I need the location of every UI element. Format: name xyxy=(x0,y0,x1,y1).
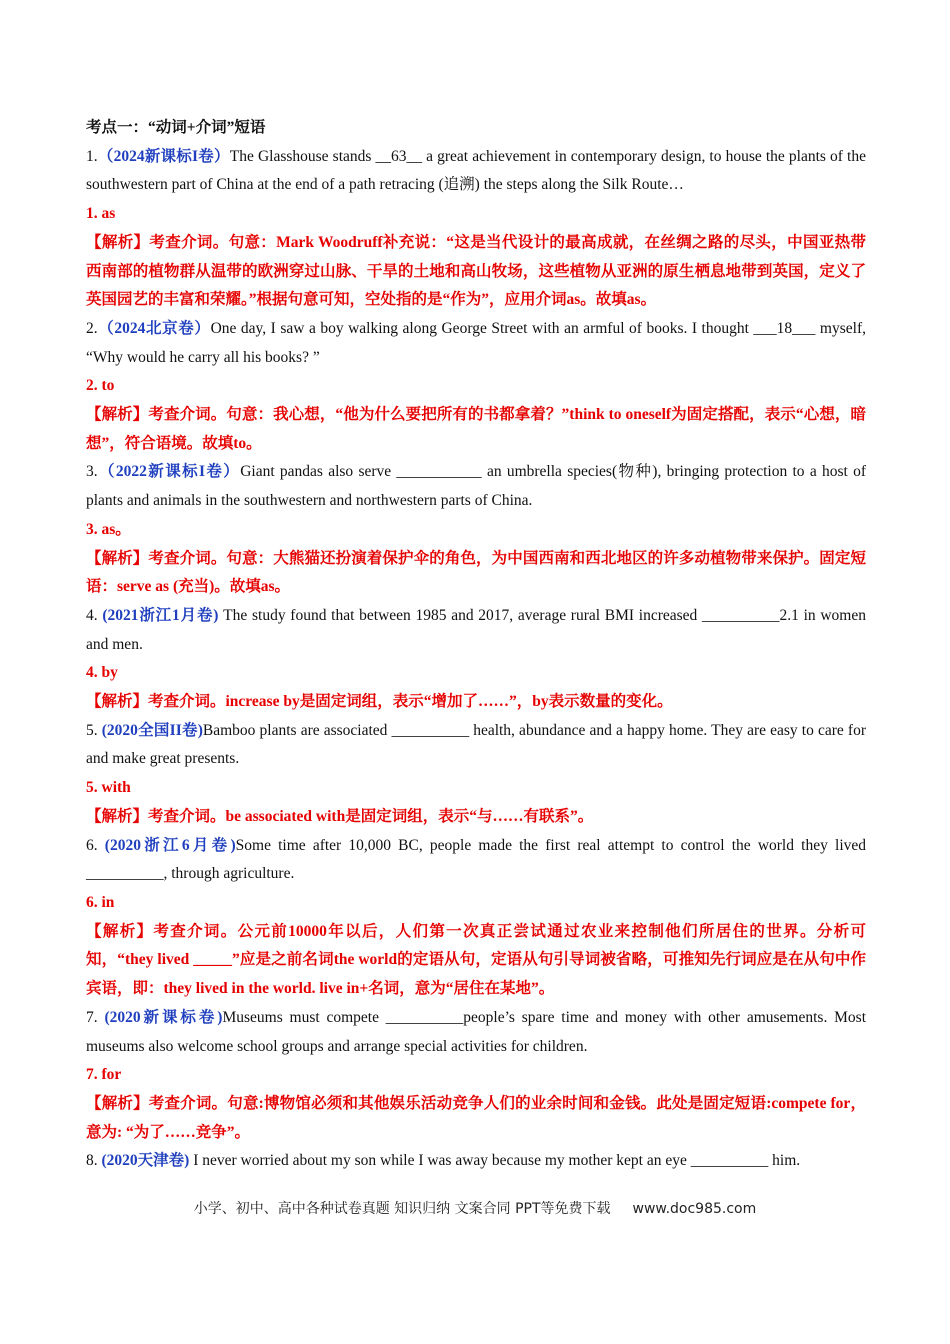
question-number: 2. xyxy=(86,319,98,337)
question-source: (2020全国II卷) xyxy=(101,721,203,739)
question-number: 5. xyxy=(86,721,102,739)
answer: 4. by xyxy=(86,664,118,682)
question-number: 3. xyxy=(86,463,98,481)
question-text: a great achievement in contemporary design, to house the plants of the southwestern part of China at the end of a path retracing (追溯) the steps along the Silk Route… xyxy=(86,147,866,194)
explanation: 【解析】考查介词。句意：大熊猫还扮演着保护伞的角色，为中国西南和西北地区的许多动植物带来保护。固定短语：serve as (充当)。故填as。 xyxy=(86,549,866,596)
question-text: Giant pandas also serve xyxy=(240,463,397,481)
question-text: The study found that between 1985 and 2017, average rural BMI increased xyxy=(218,606,702,624)
answer: 6. in xyxy=(86,893,115,911)
question xyxy=(86,315,866,372)
answer-blank: __________ xyxy=(385,1008,464,1026)
question-text: myself, “Why would he carry all his books? ” xyxy=(86,319,866,366)
question-text: him. xyxy=(768,1152,801,1170)
answer-blank: __________ xyxy=(391,721,470,739)
question-number: 6. xyxy=(86,836,105,854)
question xyxy=(86,717,866,774)
question xyxy=(86,1004,866,1061)
question-source: (2020新课标卷) xyxy=(104,1008,223,1026)
footer-url: www.doc985.com xyxy=(632,1201,757,1217)
question-number: 8. xyxy=(86,1152,102,1170)
question-text: The Glasshouse stands xyxy=(229,147,376,165)
footer-text: 小学、初中、高中各种试卷真题 知识归纳 文案合同 PPT等免费下载 xyxy=(193,1201,611,1217)
page-footer xyxy=(0,1198,950,1218)
explanation: 【解析】考查介词。句意：我心想，“他为什么要把所有的书都拿着？”think to oneself为固定搭配，表示“心想，暗想”，符合语境。故填to。 xyxy=(86,406,866,452)
question-source: (2021浙江1月卷) xyxy=(102,606,219,624)
question-text: 2.1 in women and men. xyxy=(86,606,866,653)
explanation: 【解析】考查介词。句意:博物馆必须和其他娱乐活动竞争人们的业余时间和金钱。此处是固定短语:compete for，意为: “为了……竞争”。 xyxy=(86,1094,866,1141)
question xyxy=(86,832,866,889)
answer-blank: __________ xyxy=(702,606,780,624)
question xyxy=(86,143,866,200)
answer-blank: __________ xyxy=(86,865,164,883)
question-text: One day, I saw a boy walking along George Street with an armful of books. I thought xyxy=(210,319,754,337)
question-source: (2020浙江6月卷) xyxy=(104,836,236,854)
question-number: 7. xyxy=(86,1008,105,1026)
answer: 3. as。 xyxy=(86,520,131,538)
question-source: （2022新课标I卷） xyxy=(97,463,241,481)
answer-blank: __63__ xyxy=(375,147,423,165)
question-number: 1. xyxy=(86,147,98,165)
question-list xyxy=(86,143,866,1176)
answer: 1. as xyxy=(86,205,116,223)
question-text: people’s spare time and money with other amusements. Most museums also welcome school groups and arrange special activities for children. xyxy=(86,1008,867,1055)
question-text: I never worried about my son while I was away because my mother kept an eye xyxy=(189,1152,691,1170)
question xyxy=(86,602,866,659)
question-text: health, abundance and a happy home. They are easy to care for and make great presents. xyxy=(86,721,866,768)
question xyxy=(86,458,866,515)
answer: 5. with xyxy=(86,779,131,797)
explanation: 【解析】考查介词。be associated with是固定词组，表示“与……有联系”。 xyxy=(86,807,594,825)
answer-blank: ___________ xyxy=(396,463,482,481)
explanation: 【解析】考查介词。句意：Mark Woodruff补充说：“这是当代设计的最高成就，在丝绸之路的尽头，中国亚热带西南部的植物群从温带的欧洲穿过山脉、干旱的土地和高山牧场，这些植物从亚洲的原生栖息地带到英国，定义了英国园艺的丰富和荣耀。”根据句意可知，空处指的是“作为”，应用介词as。故填as。 xyxy=(86,233,866,309)
question-text: Bamboo plants are associated xyxy=(202,721,392,739)
question-source: （2024新课标I卷） xyxy=(97,147,230,165)
answer: 7. for xyxy=(86,1066,122,1084)
question-text: , through agriculture. xyxy=(163,865,295,883)
question-source: (2020天津卷) xyxy=(101,1152,190,1170)
question-text: Museums must compete xyxy=(222,1008,386,1026)
question-text: an umbrella species(物种), bringing protection to a host of plants and animals in the southwestern and northwestern parts of China. xyxy=(86,463,866,510)
answer-blank: ___18___ xyxy=(753,319,816,337)
question-number: 4. xyxy=(86,606,103,624)
explanation: 【解析】考查介词。increase by是固定词组，表示“增加了……”，by表示数量的变化。 xyxy=(86,693,673,711)
answer: 2. to xyxy=(86,377,115,395)
answer-blank: __________ xyxy=(690,1152,769,1170)
question-text: Some time after 10,000 BC, people made the first real attempt to control the world they lived xyxy=(235,836,867,854)
question-source: （2024北京卷） xyxy=(97,319,211,337)
question xyxy=(86,1147,866,1176)
explanation: 【解析】考查介词。公元前10000年以后，人们第一次真正尝试通过农业来控制他们所居住的世界。分析可知，“they lived _____”应是之前名词the world的定语从句，定语从句引导词被省略，可推知先行词应是在从句中作宾语，即：they lived in the world. live in+名词，意为“居住在某地”。 xyxy=(86,922,866,998)
section-heading: 考点一：“动词+介词”短语 xyxy=(86,119,266,136)
content xyxy=(86,114,866,1176)
